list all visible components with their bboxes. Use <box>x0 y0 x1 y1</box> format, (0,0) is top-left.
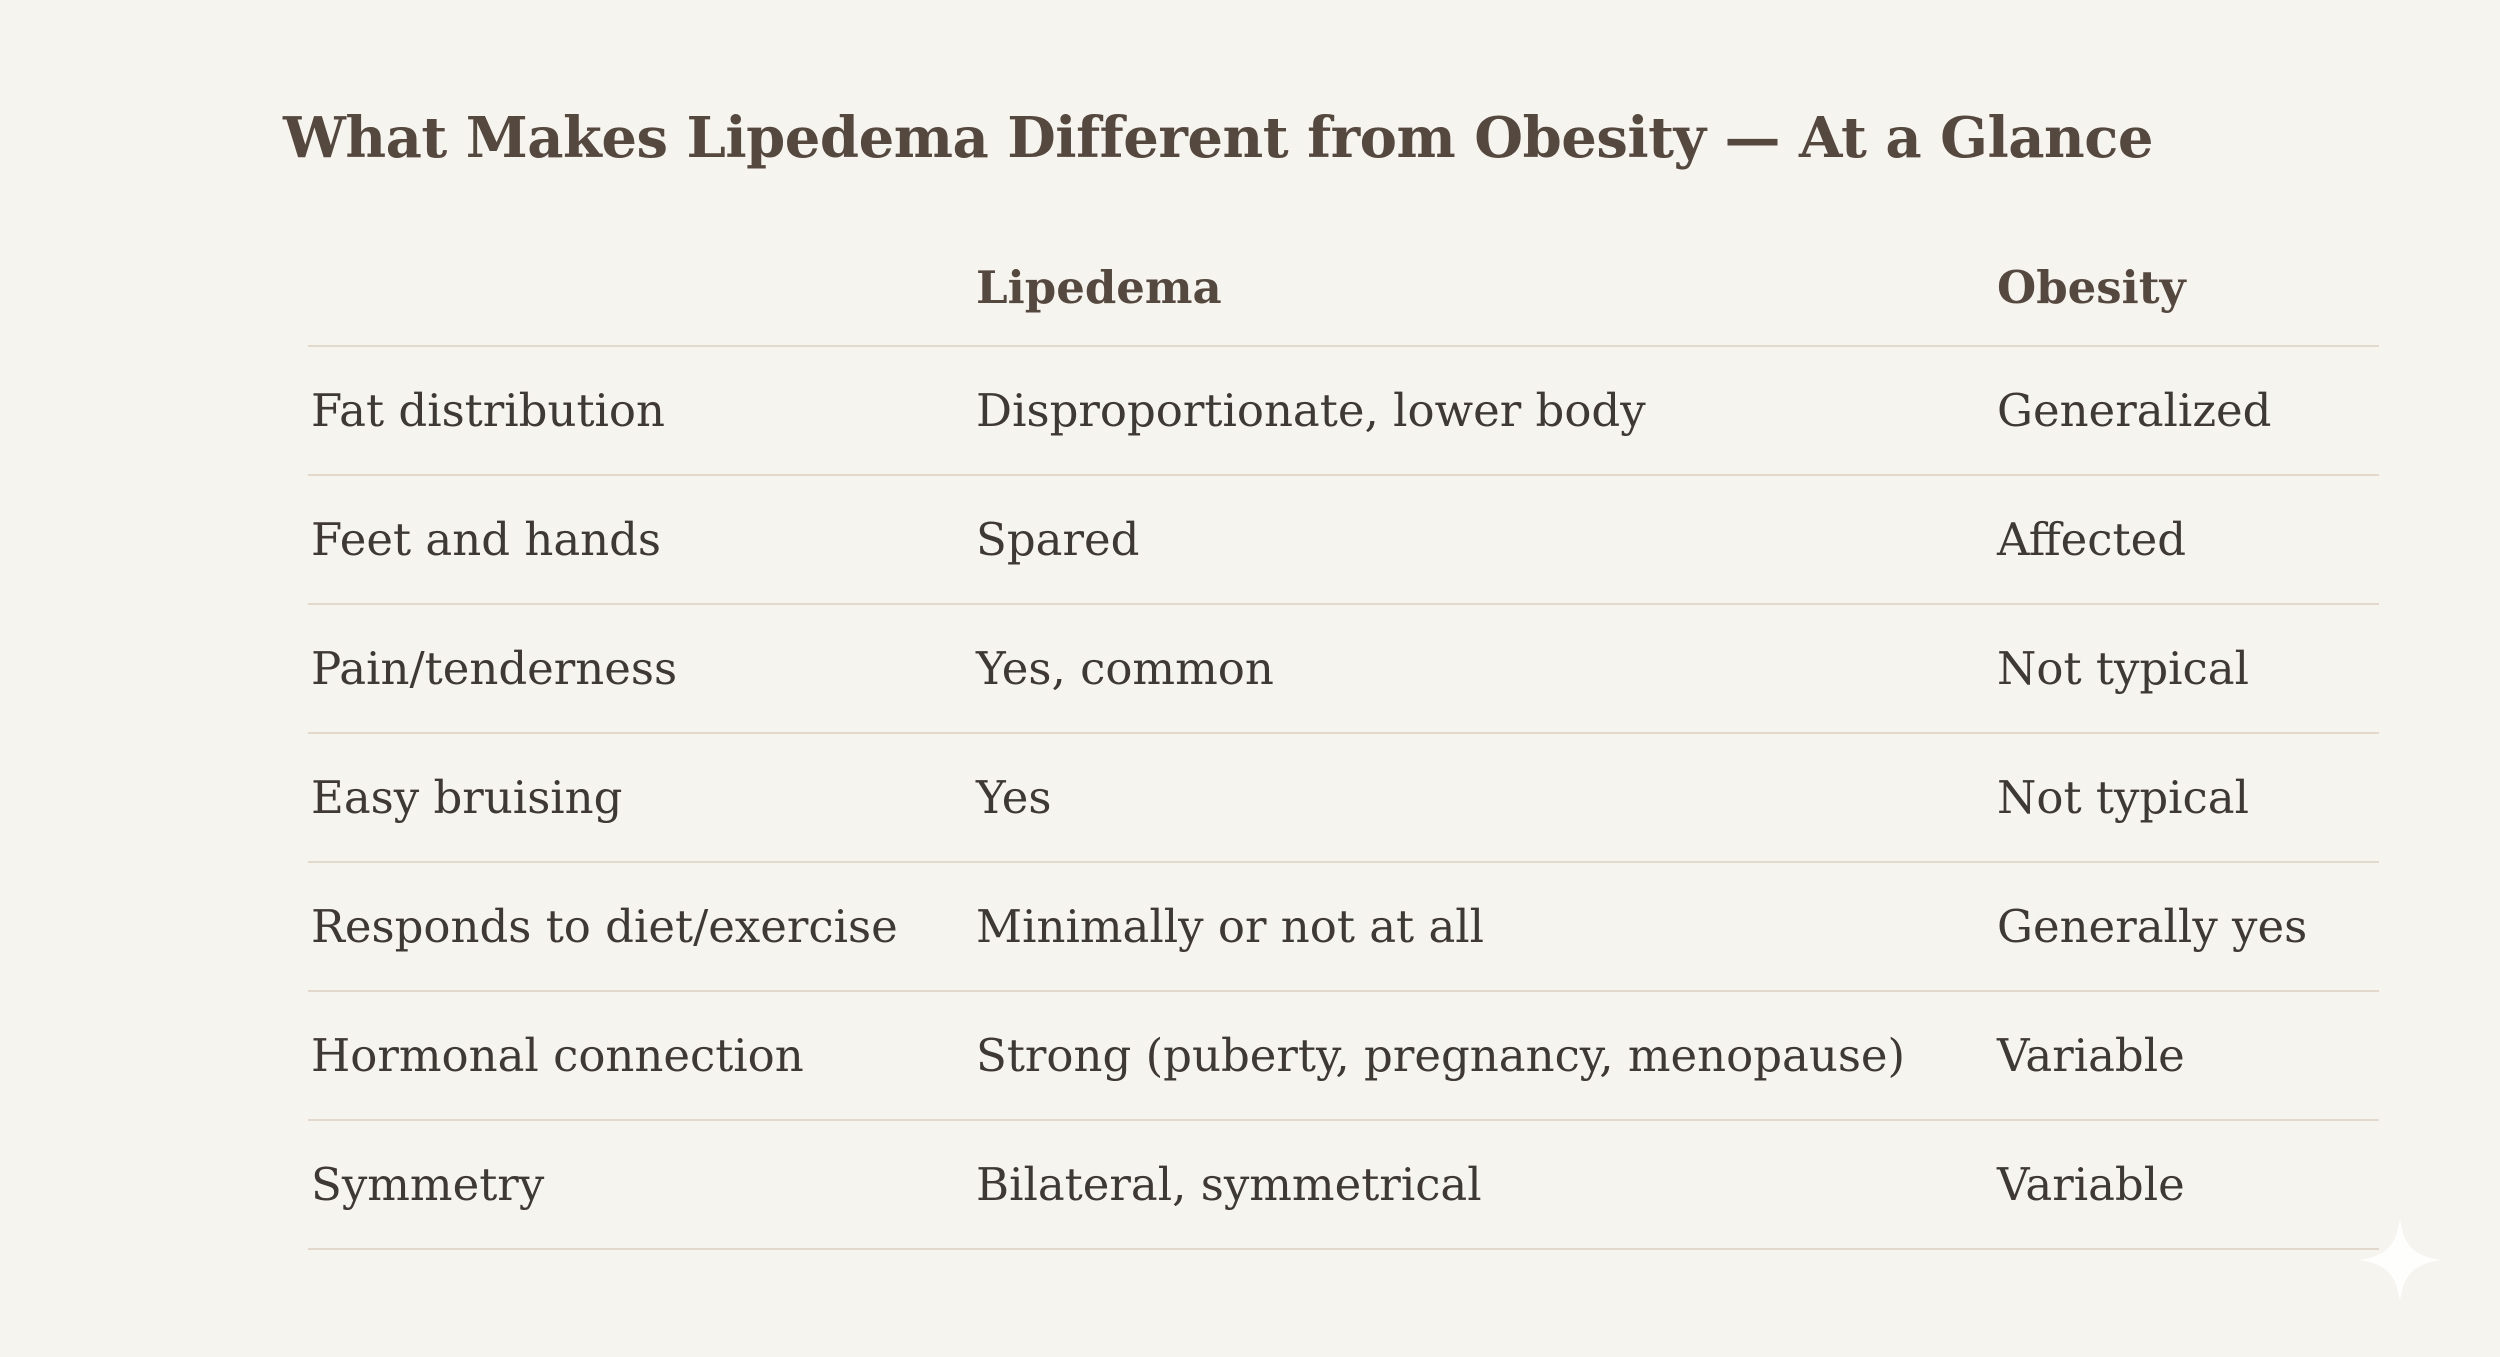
obesity-cell: Variable <box>1997 1029 2185 1082</box>
table-row <box>308 734 2379 863</box>
feature-cell: Fat distribution <box>311 384 666 437</box>
sparkle-icon <box>2355 1215 2445 1305</box>
table-row <box>308 605 2379 734</box>
table-row <box>308 476 2379 605</box>
feature-cell: Easy bruising <box>311 771 623 824</box>
lipedema-cell: Bilateral, symmetrical <box>976 1158 1482 1211</box>
table-row <box>308 1121 2379 1250</box>
obesity-cell: Not typical <box>1997 771 2249 824</box>
table-row <box>308 992 2379 1121</box>
lipedema-cell: Yes <box>976 771 1052 824</box>
obesity-cell: Generalized <box>1997 384 2272 437</box>
obesity-cell: Not typical <box>1997 642 2249 695</box>
lipedema-cell: Strong (puberty, pregnancy, menopause) <box>976 1029 1906 1082</box>
table-header-row <box>308 230 2379 347</box>
feature-cell: Responds to diet/exercise <box>311 900 898 953</box>
lipedema-cell: Spared <box>976 513 1140 566</box>
table-row <box>308 347 2379 476</box>
feature-cell: Feet and hands <box>311 513 662 566</box>
page-title: What Makes Lipedema Different from Obesity — At a Glance <box>283 105 2153 171</box>
feature-cell: Pain/tenderness <box>311 642 678 695</box>
lipedema-cell: Yes, common <box>976 642 1274 695</box>
obesity-cell: Affected <box>1997 513 2187 566</box>
header-cell-lipedema: Lipedema <box>976 261 1222 314</box>
feature-cell: Hormonal connection <box>311 1029 804 1082</box>
obesity-cell: Generally yes <box>1997 900 2308 953</box>
feature-cell: Symmetry <box>311 1158 545 1211</box>
comparison-table <box>308 230 2379 1250</box>
obesity-cell: Variable <box>1997 1158 2185 1211</box>
table-row <box>308 863 2379 992</box>
lipedema-cell: Minimally or not at all <box>976 900 1485 953</box>
header-cell-obesity: Obesity <box>1997 261 2186 314</box>
lipedema-cell: Disproportionate, lower body <box>976 384 1646 437</box>
